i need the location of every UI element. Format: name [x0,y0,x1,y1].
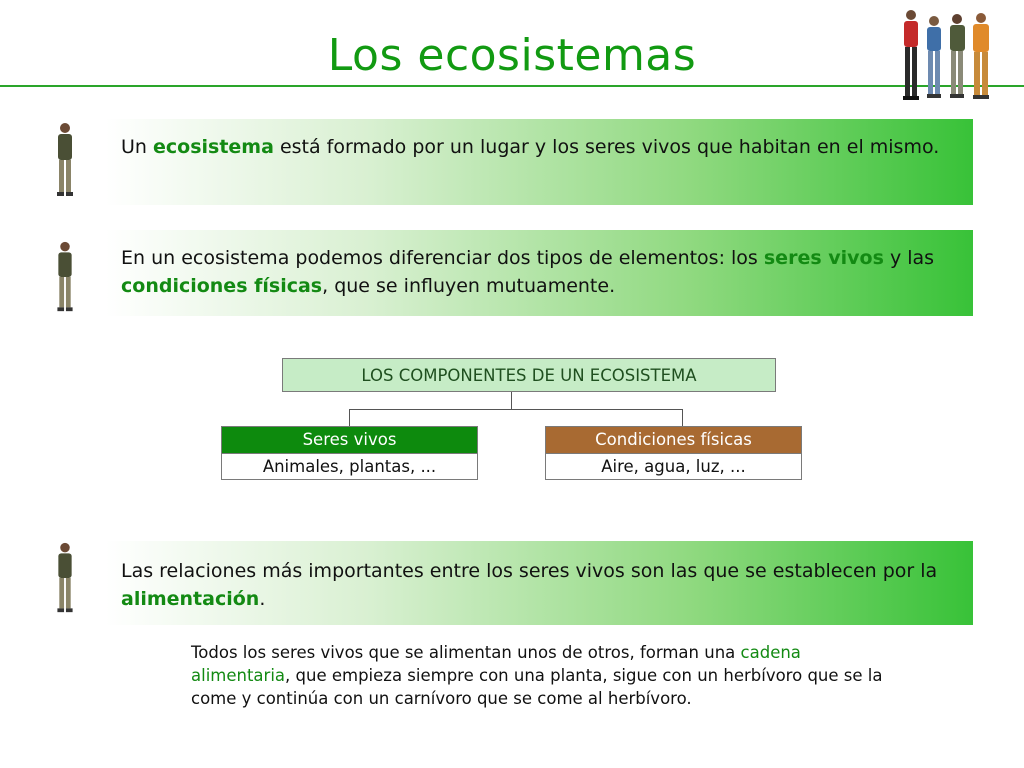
callout-text-part: Un [121,136,153,158]
diagram-connector-horizontal [349,409,683,410]
callout-text [121,133,955,161]
callout-text-part: En un ecosistema podemos diferenciar dos tipos de elementos: los [121,247,764,269]
physical-conditions-examples: Aire, agua, luz, ... [546,453,801,479]
highlight-term: seres vivos [763,247,884,269]
title-divider [0,85,1024,87]
callout-text [121,244,955,300]
living-beings-examples: Animales, plantas, ... [222,453,477,479]
living-beings-box [221,426,478,480]
callout-feeding-relations [40,541,973,625]
callout-text-part: Las relaciones más importantes entre los seres vivos son las que se establecen por la [121,560,938,582]
callout-text [121,557,955,613]
callout-text-part: , que se influyen mutuamente. [322,275,616,297]
highlight-term: condiciones físicas [121,275,323,297]
components-diagram-title: LOS COMPONENTES DE UN ECOSISTEMA [282,358,776,392]
food-chain-note [191,641,891,710]
highlight-term: cadena alimentaria [191,643,801,685]
highlight-term: ecosistema [153,136,274,158]
person-figure-icon [52,121,78,199]
callout-text-part: y las [883,247,935,269]
highlight-term: alimentación [121,588,260,610]
note-text-part: Todos los seres vivos que se alimentan unos de otros, forman una [191,643,741,662]
physical-conditions-box [545,426,802,480]
people-group-illustration [895,6,1003,110]
physical-conditions-header: Condiciones físicas [546,427,801,453]
person-figure-icon [52,541,78,615]
note-text-part: , que empieza siempre con una planta, sigue con un herbívoro que se la come y continúa con un carnívoro que se come al herbívoro. [191,666,883,708]
diagram-connector-left [349,409,350,427]
callout-ecosystem-definition [40,119,973,205]
slide-title: Los ecosistemas [327,30,697,81]
diagram-connector-vertical [511,392,512,409]
living-beings-header: Seres vivos [222,427,477,453]
callout-text-part: . [259,588,266,610]
diagram-connector-right [682,409,683,427]
callout-ecosystem-elements [40,230,973,316]
person-figure-icon [52,240,78,314]
callout-text-part: está formado por un lugar y los seres vivos que habitan en el mismo. [273,136,940,158]
